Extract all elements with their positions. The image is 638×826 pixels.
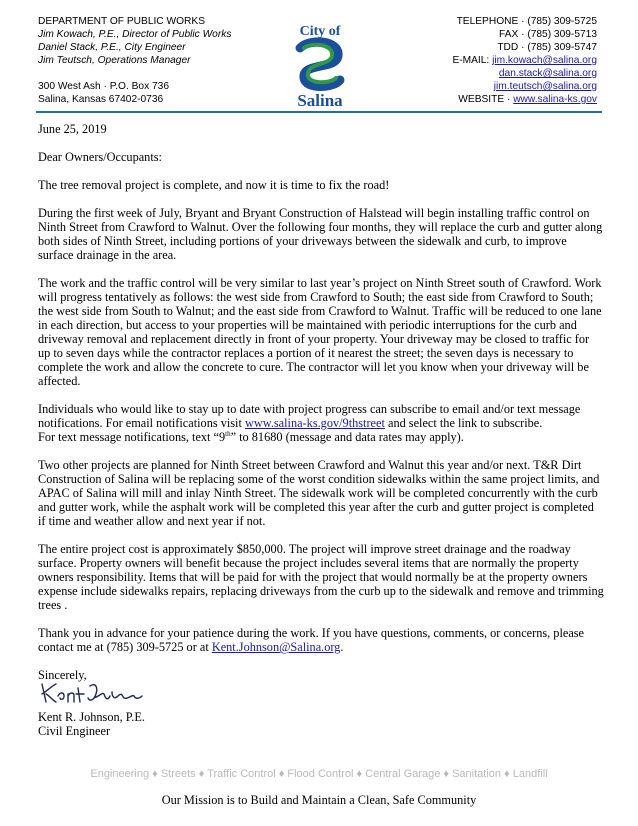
letterhead-right	[357, 15, 597, 106]
letterhead-left	[38, 15, 308, 106]
divisions-footer: Engineering ♦ Streets ♦ Traffic Control ♦ Flood Control ♦ Central Garage ♦ Sanitation ♦ Landfill	[90, 768, 548, 780]
email-link-kowach[interactable]: jim.kowach@salina.org	[492, 55, 597, 66]
paragraph-7	[38, 626, 604, 654]
logo-text-bottom: Salina	[297, 91, 343, 110]
paragraph-4-text-b: and select the link to subscribe.	[384, 416, 543, 430]
paragraph-2: During the first week of July, Bryant and Bryant Construction of Halstead will begin installing traffic control on Ninth Street from Crawford to Walnut. Over the following four months, they will replace the curb and gutter along both sides of Ninth Street, including portions of your driveways between the sidewalk and curb, to improve surface drainage in the area.	[38, 206, 603, 262]
letter-body	[38, 122, 604, 738]
email-line	[357, 54, 597, 67]
mission-statement: Our Mission is to Build and Maintain a Clean, Safe Community	[161, 793, 477, 807]
website-line	[357, 93, 597, 106]
tdd-line: TDD · (785) 309-5747	[497, 42, 597, 53]
city-of-salina-logo	[282, 18, 358, 110]
email-label: E-MAIL:	[452, 55, 490, 66]
letter-date: June 25, 2019	[38, 122, 107, 136]
handwritten-signature	[38, 678, 148, 708]
paragraph-3: The work and the traffic control will be very similar to last year’s project on Ninth Street south of Crawford. Work will progress tentatively as follows: the west side from Crawford to South; the east side from Crawford to South; the west side from South to Walnut; and the east side from Crawford to Walnut. Traffic will be reduced to one lane in each direction, but access to your properties will be maintained with periodic interruptions for the curb and driveway removal and replacement directly in front of your property. Your driveway may be closed to traffic for up to seven days while the contractor replaces a portion of it nearest the street; the seven days is necessary to complete the work and allow the concrete to cure. The contractor will let you know when your driveway will be affected.	[38, 276, 602, 388]
ordinal-suffix: th	[225, 429, 231, 438]
paragraph-4-text-d: ” to 81680 (message and data rates may apply).	[230, 430, 464, 444]
paragraph-4-text-c: For text message notifications, text “9	[38, 430, 226, 444]
header-divider	[36, 111, 602, 113]
paragraph-1: The tree removal project is complete, and now it is time to fix the road!	[38, 178, 390, 192]
paragraph-4-text-a: Individuals who would like to stay up to date with project progress can subscribe to email and/or text message notifications. For email notifications visit	[38, 402, 581, 430]
website-label: WEBSITE ·	[458, 94, 511, 105]
telephone-line: TELEPHONE · (785) 309-5725	[456, 16, 597, 27]
paragraph-6: The entire project cost is approximately $850,000. The project will improve street drainage and the roadway surface. Property owners will benefit because the project includes several items that are normally the property owners responsibility. Items that will be paid for with the project that would normally be at the property owners expense include sidewalks repairs, replacing driveways from the curb up to the sidewalk and remove and trimming trees .	[38, 542, 604, 612]
department-name: DEPARTMENT OF PUBLIC WORKS	[38, 16, 205, 27]
paragraph-5: Two other projects are planned for Ninth Street between Crawford and Walnut this year and/or next. T&R Dirt Construction of Salina will be replacing some of the worst condition sidewalks within the same project limits, and APAC of Salina will mill and inlay Ninth Street. The sidewalk work will be completed concurrently with the curb and gutter work, while the asphalt work will be completed this year after the curb and gutter project is completed if time and weather allow and next year if not.	[38, 458, 600, 528]
signer-title: Civil Engineer	[38, 724, 111, 738]
email-link-teutsch[interactable]: jim.teutsch@salina.org	[493, 81, 597, 92]
contact-email-link[interactable]: Kent.Johnson@Salina.org	[211, 640, 341, 654]
project-url-link[interactable]: www.salina-ks.gov/9thstreet	[244, 416, 385, 430]
website-link[interactable]: www.salina-ks.gov	[513, 94, 597, 105]
director-line: Jim Kowach, P.E., Director of Public Works	[38, 29, 232, 40]
manager-line: Jim Teutsch, Operations Manager	[38, 55, 191, 66]
salutation: Dear Owners/Occupants:	[38, 150, 162, 164]
paragraph-7-text-a: Thank you in advance for your patience during the work. If you have questions, comments, or concerns, please contact me at (785) 309-5725 or at	[38, 626, 585, 654]
engineer-line: Daniel Stack, P.E., City Engineer	[38, 42, 186, 53]
paragraph-7-text-b: .	[340, 640, 344, 654]
address-line-1: 300 West Ash · P.O. Box 736	[38, 81, 170, 92]
address-line-2: Salina, Kansas 67402-0736	[38, 94, 164, 105]
paragraph-4	[38, 402, 604, 444]
fax-line: FAX · (785) 309-5713	[499, 29, 597, 40]
closing: Sincerely,	[38, 668, 87, 682]
logo-text-top: City of	[299, 24, 341, 39]
signer-name: Kent R. Johnson, P.E.	[38, 710, 145, 724]
email-link-stack[interactable]: dan.stack@salina.org	[498, 68, 597, 79]
